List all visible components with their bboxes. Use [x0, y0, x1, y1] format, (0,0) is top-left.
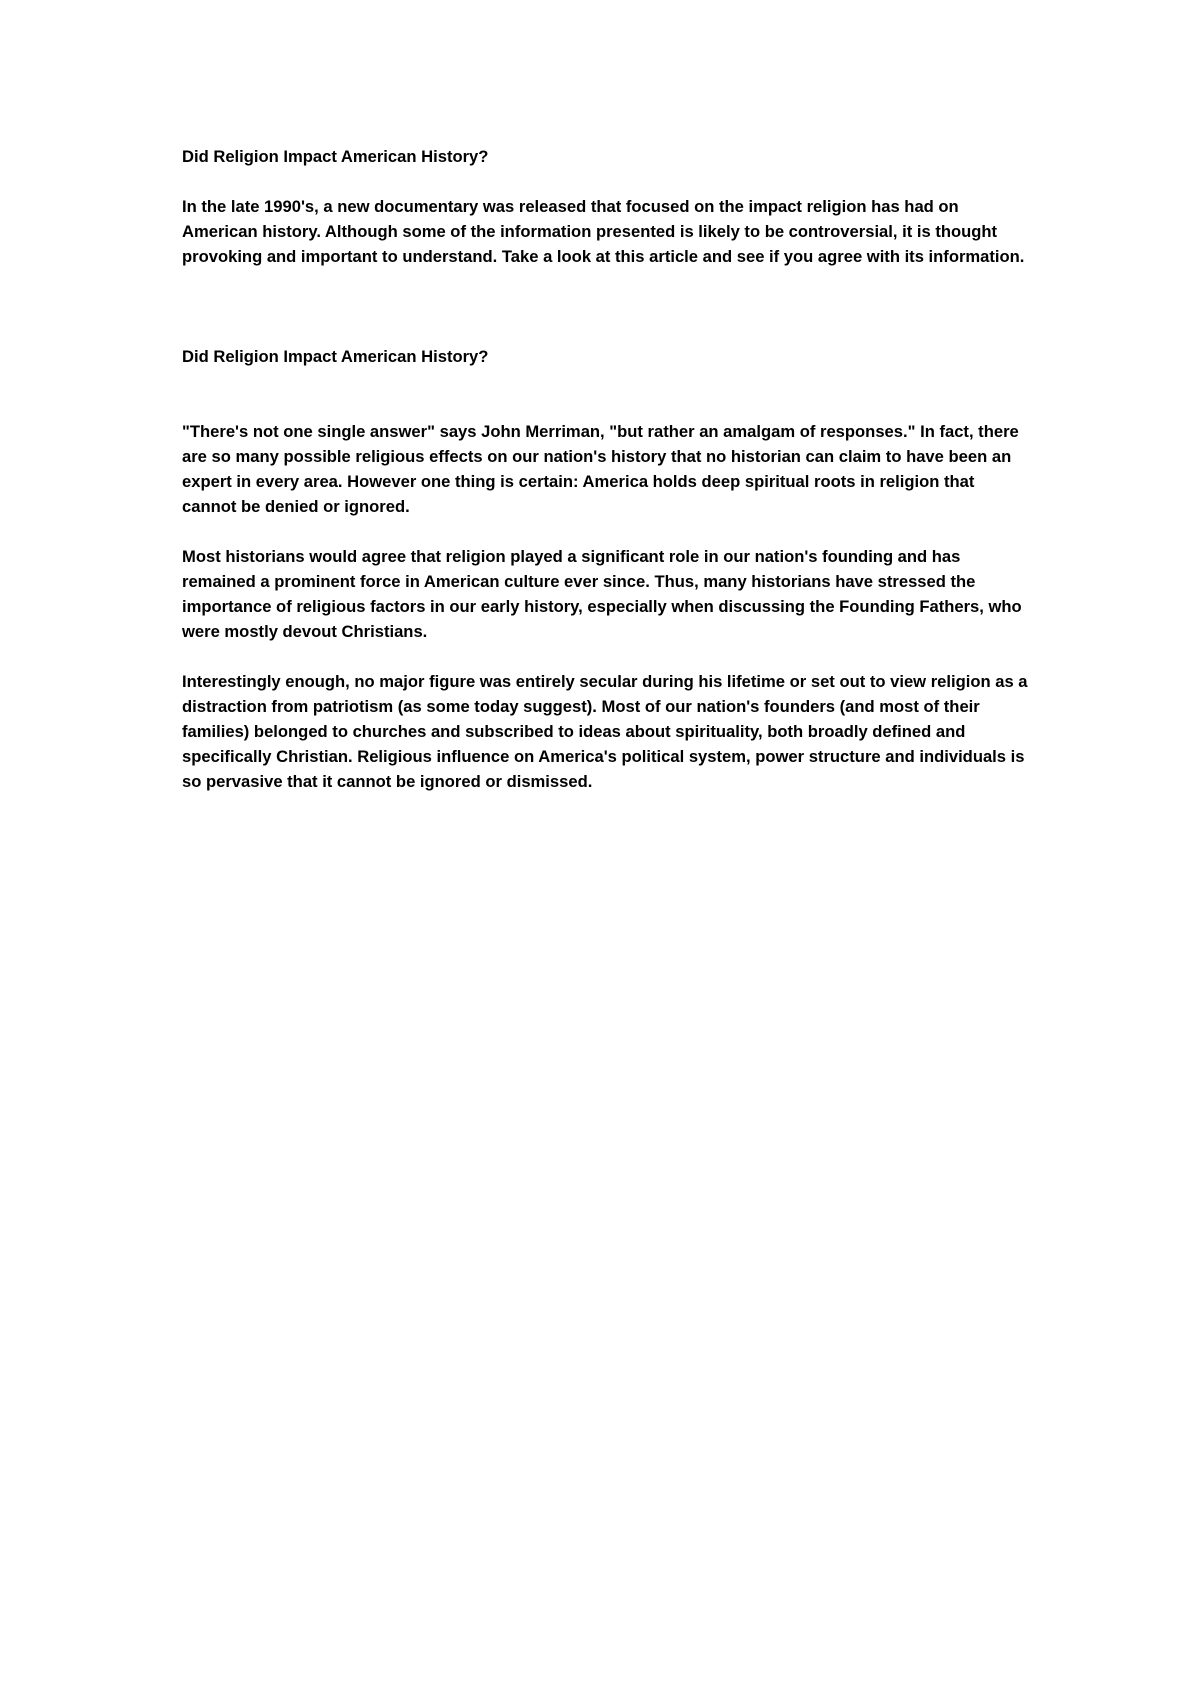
document-title: Did Religion Impact American History? — [182, 147, 489, 166]
article-paragraph-2: Most historians would agree that religion played a significant role in our nation's founding and has remained a prominent force in American culture ever since. Thus, many historians have stressed the importance of religious factors in our early history, especially when discussing the Founding Fathers, who were mostly devout Christians. — [182, 547, 1022, 641]
article-paragraph-1: "There's not one single answer" says John Merriman, "but rather an amalgam of responses." In fact, there are so many possible religious effects on our nation's history that no historian can claim to have been an expert in every area. However one thing is certain: America holds deep spiritual roots in religion that cannot be denied or ignored. — [182, 422, 1019, 516]
intro-paragraph: In the late 1990's, a new documentary was released that focused on the impact religion has had on American history. Although some of the information presented is likely to be controversial, it is thought provoking and important to understand. Take a look at this article and see if you agree with its information. — [182, 197, 1025, 266]
article-title: Did Religion Impact American History? — [182, 347, 489, 366]
document-page — [182, 144, 1032, 819]
article-paragraph-3: Interestingly enough, no major figure was entirely secular during his lifetime or set out to view religion as a distraction from patriotism (as some today suggest). Most of our nation's founders (and most of their families) belonged to churches and subscribed to ideas about spirituality, both broadly defined and specifically Christian. Religious influence on America's political system, power structure and individuals is so pervasive that it cannot be ignored or dismissed. — [182, 672, 1028, 791]
